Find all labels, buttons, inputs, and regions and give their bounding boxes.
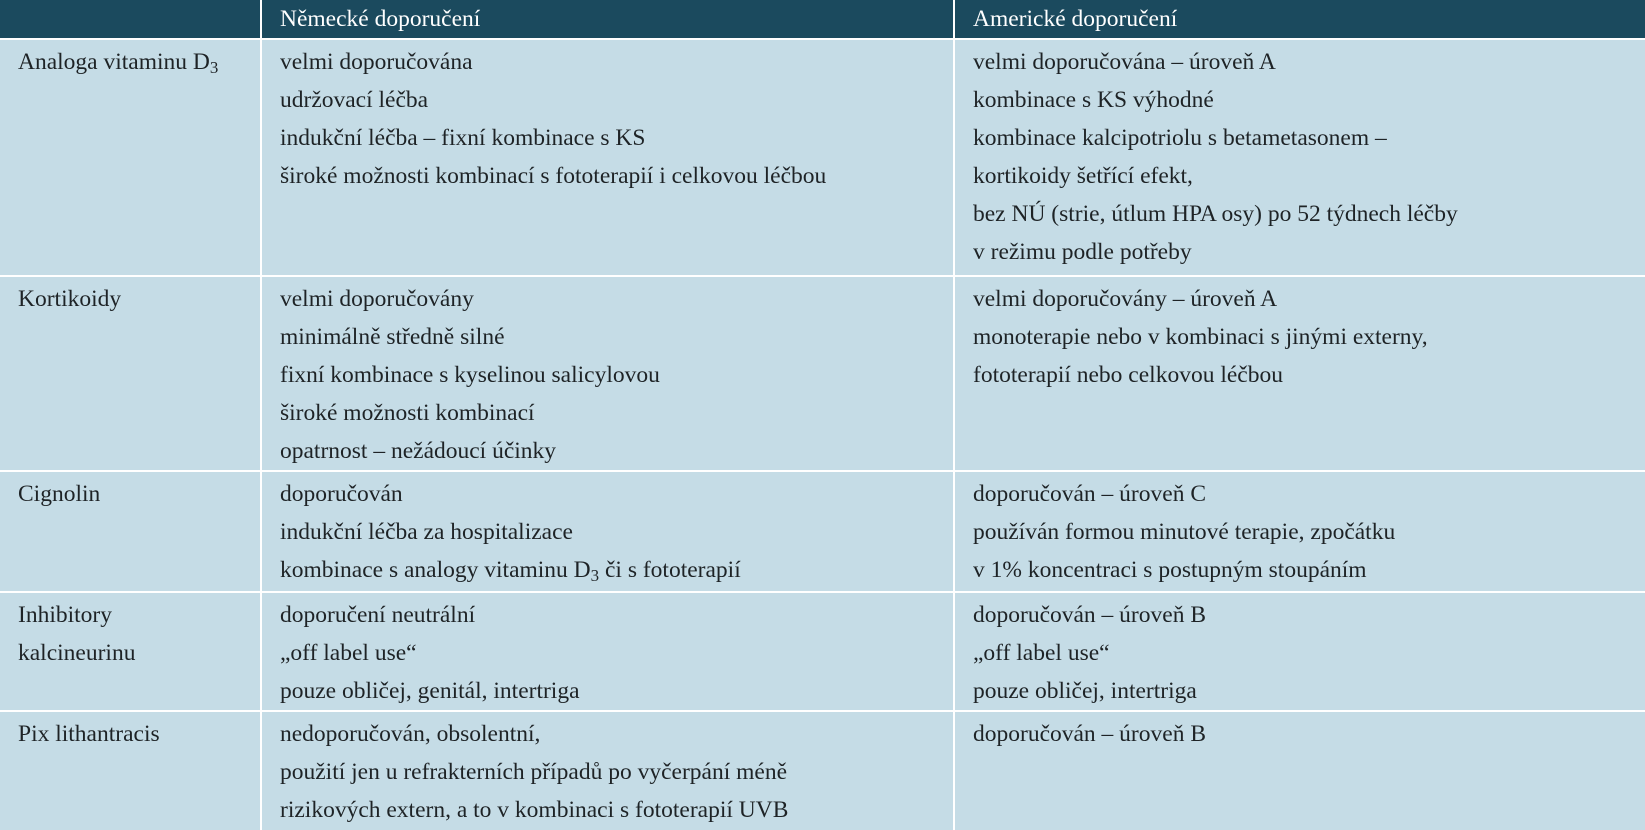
table-row bbox=[0, 591, 1645, 710]
american-line: doporučován – úroveň C bbox=[973, 481, 1206, 507]
american-line: fototerapií nebo celkovou léčbou bbox=[973, 362, 1283, 388]
german-line: velmi doporučovány bbox=[280, 286, 474, 312]
american-line: pouze obličej, intertriga bbox=[973, 678, 1197, 704]
german-line: opatrnost – nežádoucí účinky bbox=[280, 438, 557, 464]
american-line: bez NÚ (strie, útlum HPA osy) po 52 týdnech léčby bbox=[973, 201, 1458, 227]
german-line: udržovací léčba bbox=[280, 87, 429, 113]
german-line: indukční léčba – fixní kombinace s KS bbox=[280, 125, 646, 151]
american-line: „off label use“ bbox=[973, 640, 1110, 666]
table-row bbox=[0, 275, 1645, 470]
american-line: velmi doporučována – úroveň A bbox=[973, 49, 1276, 75]
treatment-name-cell bbox=[0, 591, 260, 710]
header-german: Německé doporučení bbox=[260, 0, 953, 38]
german-cell bbox=[260, 470, 953, 591]
german-line: pouze obličej, genitál, intertriga bbox=[280, 678, 580, 704]
american-line: monoterapie nebo v kombinaci s jinými externy, bbox=[973, 324, 1428, 350]
american-cell bbox=[953, 591, 1645, 710]
treatment-name: Pix lithantracis bbox=[18, 721, 160, 747]
table-body bbox=[0, 38, 1645, 830]
header-row bbox=[0, 0, 1645, 38]
treatment-name-cell bbox=[0, 275, 260, 470]
header-american: Americké doporučení bbox=[953, 0, 1645, 38]
american-line: v 1% koncentraci s postupným stoupáním bbox=[973, 557, 1367, 583]
german-cell bbox=[260, 710, 953, 830]
german-line: fixní kombinace s kyselinou salicylovou bbox=[280, 362, 660, 388]
american-cell bbox=[953, 470, 1645, 591]
american-line: používán formou minutové terapie, zpočátku bbox=[973, 519, 1396, 545]
american-cell bbox=[953, 38, 1645, 275]
german-line: rizikových extern, a to v kombinaci s fototerapií UVB bbox=[280, 797, 789, 823]
german-cell bbox=[260, 591, 953, 710]
table-row bbox=[0, 710, 1645, 830]
table-row bbox=[0, 38, 1645, 275]
american-line: v režimu podle potřeby bbox=[973, 239, 1192, 265]
table-header bbox=[0, 0, 1645, 38]
german-cell bbox=[260, 275, 953, 470]
treatment-name: Analoga vitaminu D3 bbox=[18, 49, 219, 78]
american-cell bbox=[953, 710, 1645, 830]
german-line: kombinace s analogy vitaminu D3 či s fototerapií bbox=[280, 557, 741, 586]
table-row bbox=[0, 470, 1645, 591]
american-line: kombinace s KS výhodné bbox=[973, 87, 1214, 113]
american-line: doporučován – úroveň B bbox=[973, 602, 1206, 628]
american-line: kortikoidy šetřící efekt, bbox=[973, 163, 1193, 189]
treatment-name: Kortikoidy bbox=[18, 286, 122, 312]
subscript: 3 bbox=[209, 58, 219, 78]
german-line: indukční léčba za hospitalizace bbox=[280, 519, 573, 545]
header-empty-cell bbox=[0, 0, 260, 38]
treatment-name: Cignolin bbox=[18, 481, 101, 507]
german-line: široké možnosti kombinací bbox=[280, 400, 535, 426]
american-cell bbox=[953, 275, 1645, 470]
german-line: použití jen u refrakterních případů po vyčerpání méně bbox=[280, 759, 788, 785]
german-line: minimálně středně silné bbox=[280, 324, 505, 350]
american-line: kombinace kalcipotriolu s betametasonem – bbox=[973, 125, 1387, 151]
treatment-name-cell bbox=[0, 38, 260, 275]
treatment-name: Inhibitory bbox=[18, 602, 112, 628]
treatment-name-cell bbox=[0, 470, 260, 591]
german-line: velmi doporučována bbox=[280, 49, 473, 75]
german-line: doporučován bbox=[280, 481, 403, 507]
american-line: velmi doporučovány – úroveň A bbox=[973, 286, 1278, 312]
treatment-name: kalcineurinu bbox=[18, 640, 136, 666]
american-line: doporučován – úroveň B bbox=[973, 721, 1206, 747]
german-line: nedoporučován, obsolentní, bbox=[280, 721, 541, 747]
german-cell bbox=[260, 38, 953, 275]
german-line: „off label use“ bbox=[280, 640, 417, 666]
german-line: široké možnosti kombinací s fototerapií i celkovou léčbou bbox=[280, 163, 827, 189]
german-line: doporučení neutrální bbox=[280, 602, 476, 628]
treatment-name-cell bbox=[0, 710, 260, 830]
subscript: 3 bbox=[590, 566, 600, 586]
